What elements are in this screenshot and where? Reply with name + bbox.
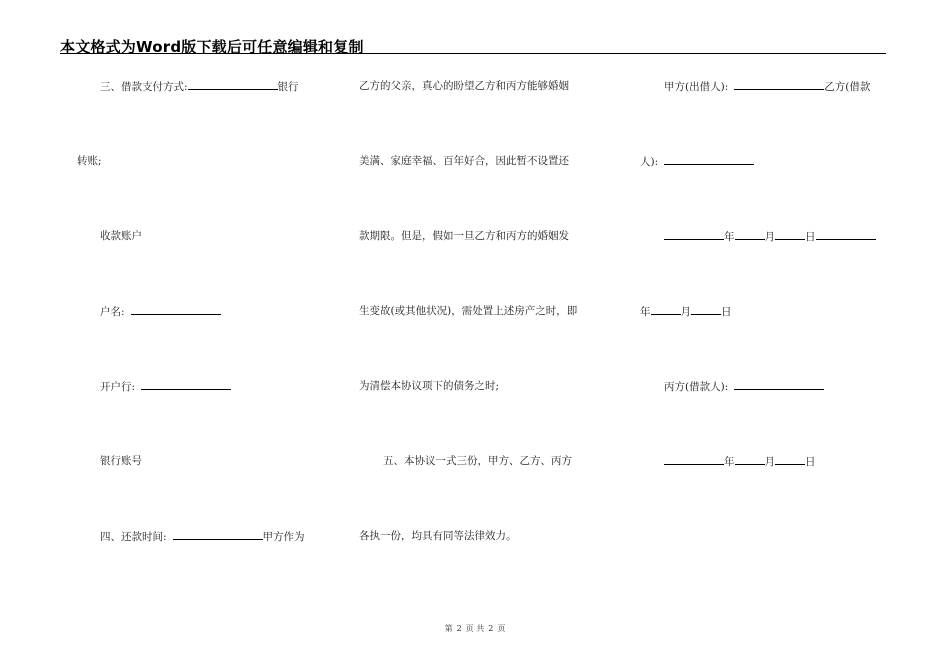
- col1-line-5: [100, 379, 231, 394]
- lender-label: 甲方(出借人):: [664, 81, 729, 93]
- col1-line-1: [100, 79, 299, 94]
- date2-month-label: 月: [680, 306, 691, 318]
- col3-date-3: [664, 454, 816, 469]
- document-header-title: 本文格式为Word版下载后可任意编辑和复制: [60, 38, 364, 56]
- date2-year-label: 年: [640, 306, 651, 318]
- account-name-label: 户名:: [100, 306, 125, 318]
- col3-date-1: [664, 229, 876, 244]
- col1-line-2: 转账;: [77, 155, 102, 167]
- date3-day-label: 日: [805, 456, 816, 468]
- col2-line-4: 生变故(或其他状况)，需处置上述房产之时，即: [359, 305, 578, 317]
- col2-line-2: 美满、家庭幸福、百年好合，因此暂不设置还: [359, 155, 569, 167]
- date3-month-label: 月: [764, 456, 775, 468]
- opening-bank-blank: [141, 379, 231, 390]
- date1-trailing-blank: [816, 229, 876, 240]
- account-name-blank: [131, 304, 221, 315]
- date1-month-label: 月: [764, 231, 775, 243]
- date1-year-blank: [664, 229, 724, 240]
- date3-year-blank: [664, 454, 724, 465]
- date2-day-blank: [691, 304, 721, 315]
- col2-line-3: 款期限。但是，假如一旦乙方和丙方的婚姻发: [359, 230, 569, 242]
- page-total: 2: [488, 624, 494, 633]
- page-number: 第 2 页 共 2 页: [444, 624, 506, 633]
- col3-line-5: [664, 379, 824, 394]
- borrower-b-blank: [664, 154, 754, 165]
- col1-line-3: 收款账户: [100, 230, 142, 242]
- col1-line-4: [100, 304, 221, 319]
- borrower-b-label: 乙方(借款: [824, 81, 871, 93]
- repayment-suffix: 甲方作为: [262, 531, 305, 543]
- col3-line-1: [664, 79, 870, 94]
- borrower-c-label: 丙方(借款人):: [664, 381, 729, 393]
- repayment-time-blank: [173, 529, 263, 540]
- borrower-b-label-cont: 人):: [640, 156, 659, 168]
- borrower-c-blank: [734, 379, 824, 390]
- header-divider: [60, 53, 886, 54]
- date3-year-label: 年: [724, 456, 735, 468]
- repayment-time-label: 四、还款时间:: [100, 531, 167, 543]
- date3-day-blank: [775, 454, 805, 465]
- lender-blank: [734, 79, 824, 90]
- date2-day-label: 日: [721, 306, 732, 318]
- page-current: 2: [456, 624, 462, 633]
- bank-name-blank: [188, 79, 278, 90]
- payment-method-label: 三、借款支付方式:: [100, 81, 188, 93]
- col2-line-7: 各执一份，均具有同等法律效力。: [359, 530, 517, 542]
- col3-date-2: [640, 304, 732, 319]
- col3-line-2: [640, 154, 754, 169]
- date1-month-blank: [735, 229, 765, 240]
- col2-line-5: 为清偿本协议项下的债务之时;: [359, 380, 500, 392]
- date1-year-label: 年: [724, 231, 735, 243]
- col2-line-1: 乙方的父亲，真心的盼望乙方和丙方能够婚姻: [359, 80, 569, 92]
- bank-suffix: 银行: [277, 81, 299, 93]
- col1-line-6: 银行账号: [100, 455, 142, 467]
- col1-line-7: [100, 529, 305, 544]
- col2-line-6: 五、本协议一式三份，甲方、乙方、丙方: [383, 455, 572, 467]
- date3-month-blank: [735, 454, 765, 465]
- opening-bank-label: 开户行:: [100, 381, 136, 393]
- date1-day-blank: [775, 229, 805, 240]
- date1-day-label: 日: [805, 231, 816, 243]
- date2-month-blank: [651, 304, 681, 315]
